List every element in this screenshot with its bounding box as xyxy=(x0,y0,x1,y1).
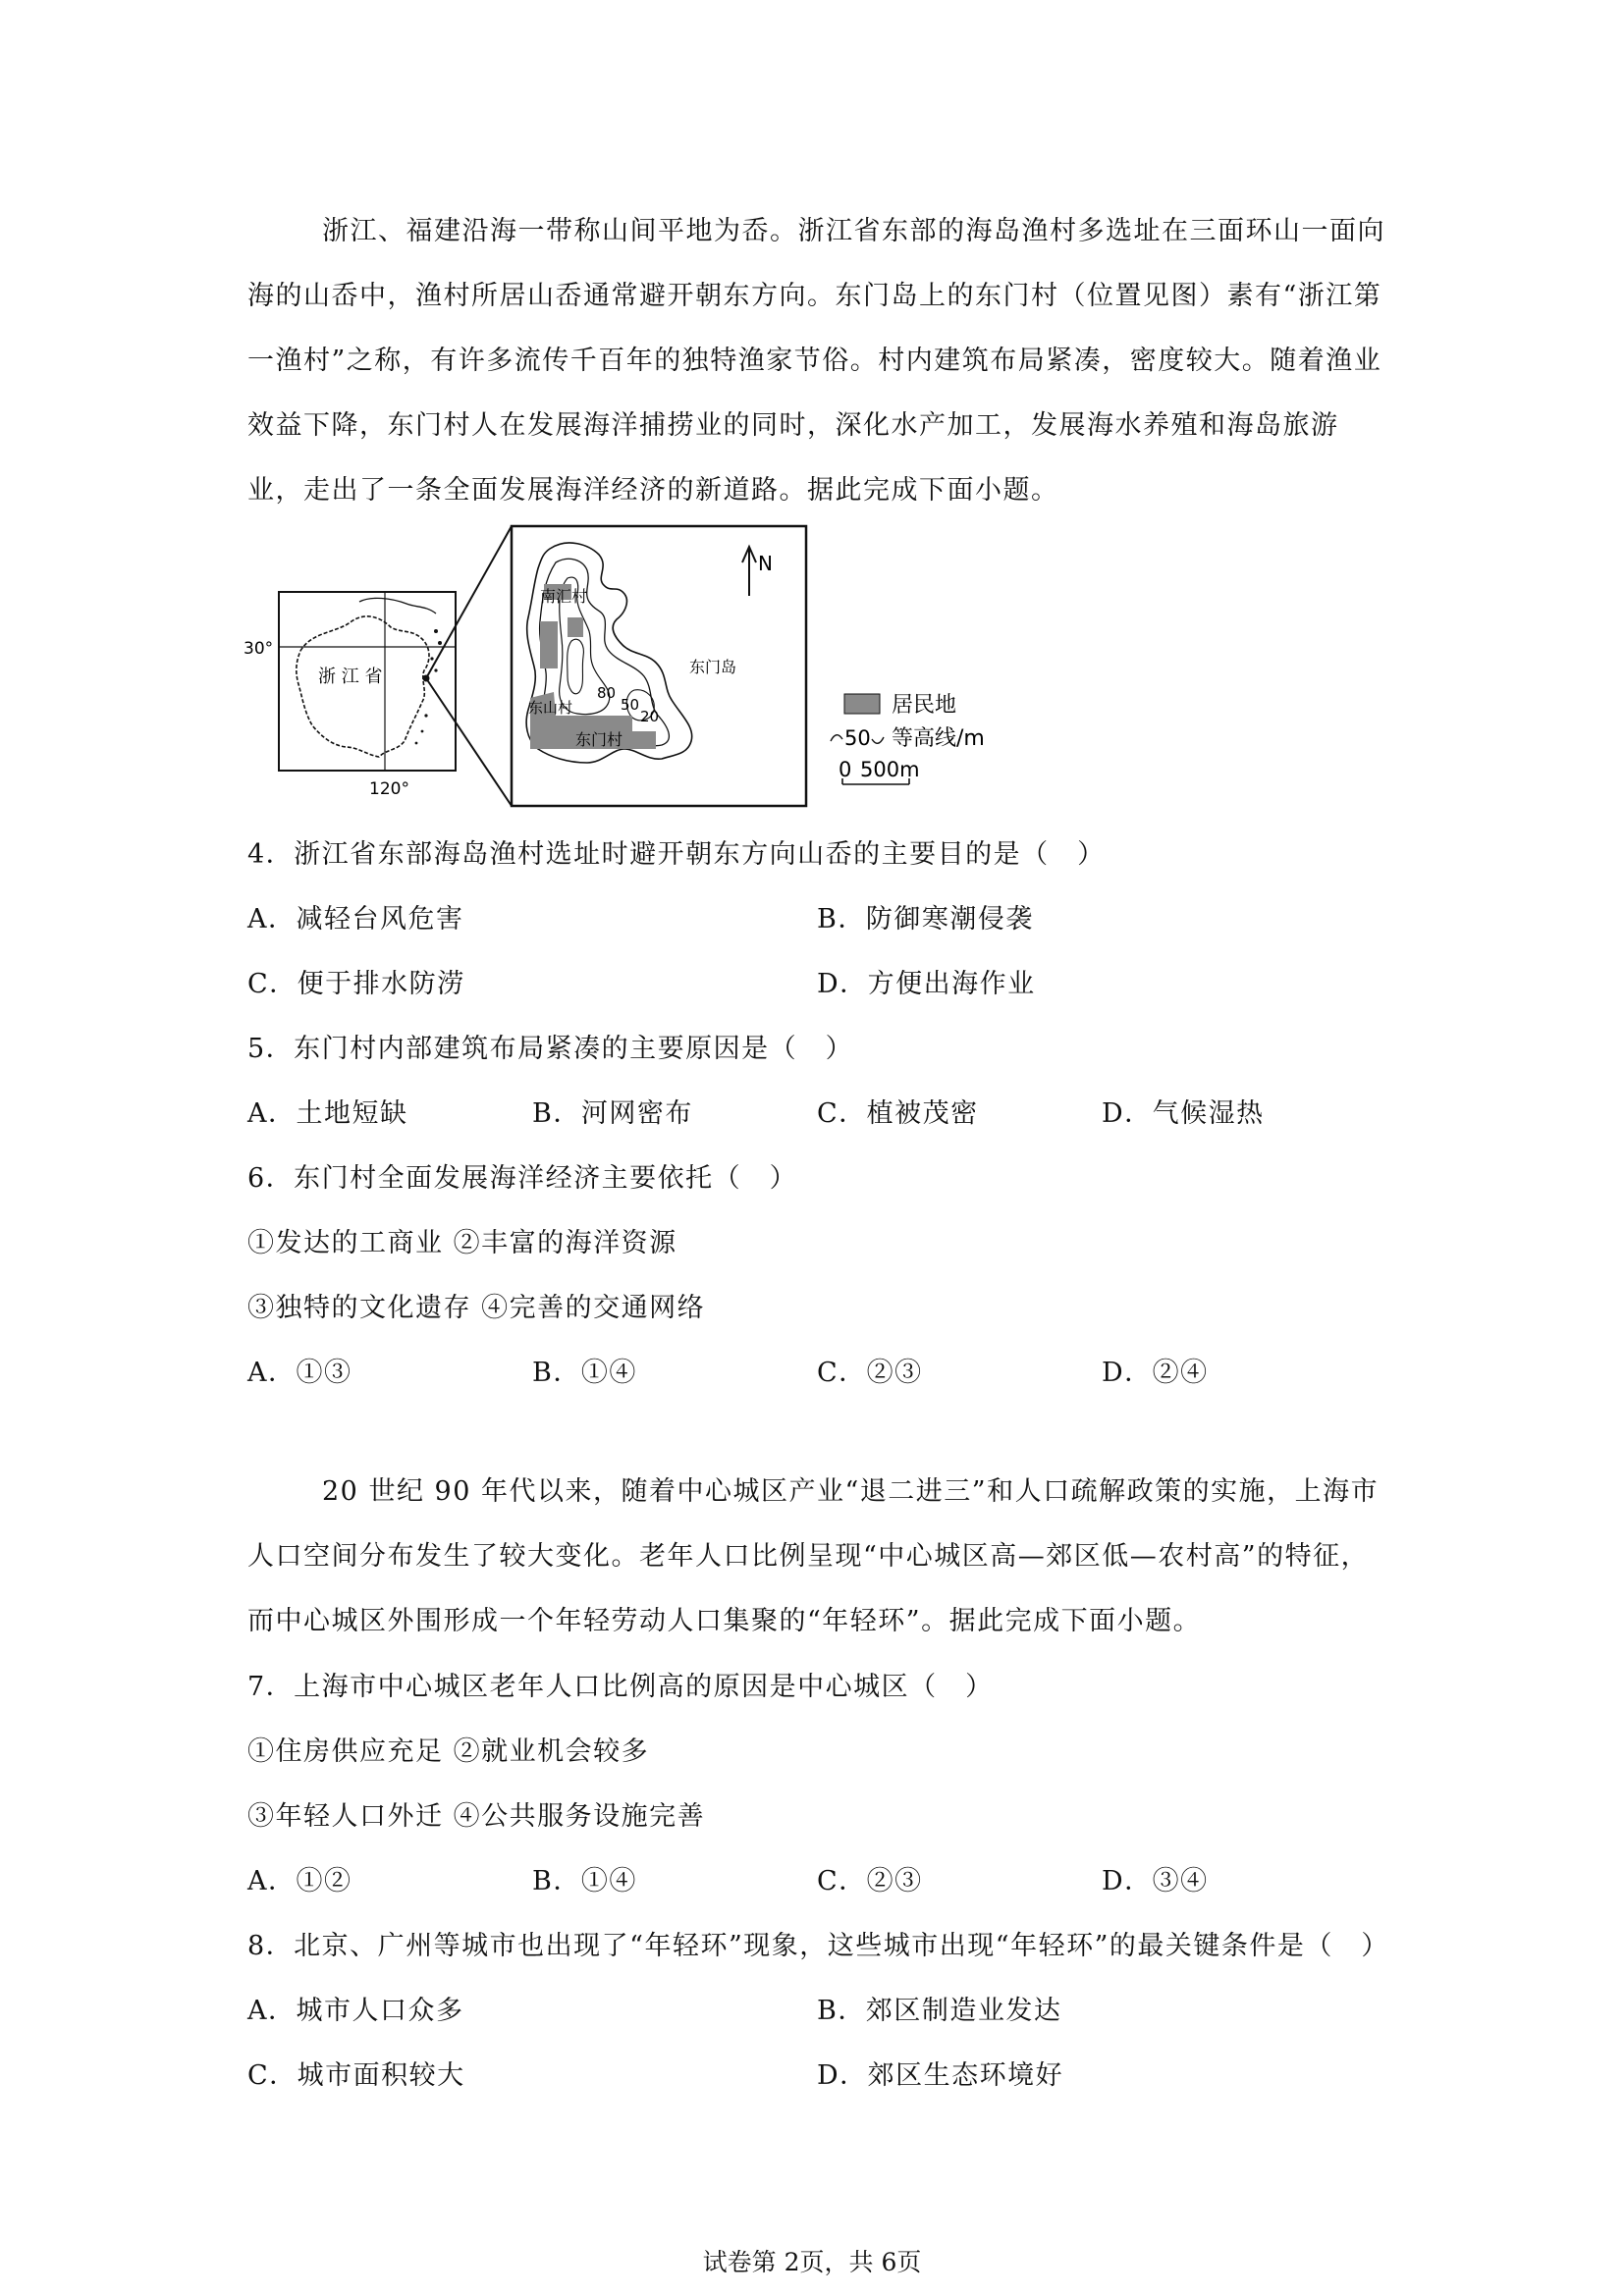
latitude-label: 30° xyxy=(244,639,274,659)
dongmen-island-map xyxy=(512,526,806,806)
settlement-nanhui-3 xyxy=(568,617,583,637)
q8-option-d[interactable]: D．郊区生态环境好 xyxy=(817,2060,1064,2091)
page-footer: 试卷第 2页，共 6页 xyxy=(702,2248,922,2276)
q7-option-b[interactable]: B．①④ xyxy=(532,1866,637,1896)
dongshan-label: 东山村 xyxy=(528,699,573,717)
legend xyxy=(831,693,985,784)
contour-label-80: 80 xyxy=(597,684,617,702)
q7-option-a[interactable]: A．①② xyxy=(247,1866,352,1896)
q8-stem: 8．北京、广州等城市也出现了“年轻环”现象，这些城市出现“年轻环”的最关键条件是（ ） xyxy=(247,1931,1389,1961)
scale-value: 500m xyxy=(860,758,920,781)
legend-settlement-swatch xyxy=(844,694,880,714)
q7-stem: 7．上海市中心城区老年人口比例高的原因是中心城区（ ） xyxy=(247,1672,994,1702)
q5-stem: 5．东门村内部建筑布局紧凑的主要原因是（ ） xyxy=(247,1034,854,1064)
island-label: 东门岛 xyxy=(689,658,737,676)
scale-zero: 0 xyxy=(839,758,852,781)
q8-option-c[interactable]: C．城市面积较大 xyxy=(247,2060,465,2091)
q7-option-d[interactable]: D．③④ xyxy=(1102,1866,1209,1896)
q4-option-d[interactable]: D．方便出海作业 xyxy=(817,969,1036,999)
legend-settlement-label: 居民地 xyxy=(892,693,957,718)
q4-option-c[interactable]: C．便于排水防涝 xyxy=(247,969,465,999)
q7-option-c[interactable]: C．②③ xyxy=(817,1866,923,1896)
q8-option-b[interactable]: B．郊区制造业发达 xyxy=(817,1996,1062,2026)
nanhui-label: 南汇村 xyxy=(540,587,588,606)
q4-option-b[interactable]: B．防御寒潮侵袭 xyxy=(817,904,1034,934)
contour-label-20: 20 xyxy=(640,708,660,725)
longitude-label: 120° xyxy=(369,779,409,799)
q7-items-2: ③年轻人口外迁 ④公共服务设施完善 xyxy=(247,1801,706,1832)
q6-option-a[interactable]: A．①③ xyxy=(247,1358,352,1388)
north-label: N xyxy=(758,552,773,575)
q5-option-b[interactable]: B．河网密布 xyxy=(532,1098,693,1129)
settlement-nanhui-2 xyxy=(540,621,558,668)
q6-option-d[interactable]: D．②④ xyxy=(1102,1358,1209,1388)
dongmen-label: 东门村 xyxy=(575,730,623,749)
province-label: 浙 江 省 xyxy=(318,667,383,687)
legend-contour-icon xyxy=(831,735,842,741)
q6-option-c[interactable]: C．②③ xyxy=(817,1358,923,1388)
passage-2: 20 世纪 90 年代以来，随着中心城区产业“退二进三”和人口疏解政策的实施，上海市人口空间分布发生了较大变化。老年人口比例呈现“中心城区高—郊区低—农村高”的特征，而中心城区外围形成一个年轻劳动人口集聚的“年轻环”。据此完成下面小题。 xyxy=(247,1476,1380,1636)
zhejiang-map xyxy=(244,592,456,799)
q6-option-b[interactable]: B．①④ xyxy=(532,1358,637,1388)
contour-label-50: 50 xyxy=(621,696,640,714)
map-svg xyxy=(244,523,1029,808)
q6-items-1: ①发达的工商业 ②丰富的海洋资源 xyxy=(247,1228,677,1258)
q6-stem: 6．东门村全面发展海洋经济主要依托（ ） xyxy=(247,1163,798,1194)
q5-option-d[interactable]: D．气候湿热 xyxy=(1102,1098,1265,1129)
map-figure xyxy=(244,523,1029,808)
legend-contour-value: 50 xyxy=(844,726,871,750)
q5-option-a[interactable]: A．土地短缺 xyxy=(247,1098,408,1129)
passage-1: 浙江、福建沿海一带称山间平地为岙。浙江省东部的海岛渔村多选址在三面环山一面向海的山岙中，渔村所居山岙通常避开朝东方向。东门岛上的东门村（位置见图）素有“浙江第一渔村”之称，有许多流传千百年的独特渔家节俗。村内建筑布局紧凑，密度较大。随着渔业效益下降，东门村人在发展海洋捕捞业的同时，深化水产加工，发展海水养殖和海岛旅游业，走出了一条全面发展海洋经济的新道路。据此完成下面小题。 xyxy=(247,216,1385,506)
q5-option-c[interactable]: C．植被茂密 xyxy=(817,1098,979,1129)
legend-contour-label: 等高线/m xyxy=(892,726,985,751)
q4-stem: 4．浙江省东部海岛渔村选址时避开朝东方向山岙的主要目的是（ ） xyxy=(247,839,1106,870)
q4-option-a[interactable]: A．减轻台风危害 xyxy=(247,904,464,934)
q7-items-1: ①住房供应充足 ②就业机会较多 xyxy=(247,1736,650,1767)
q6-items-2: ③独特的文化遗存 ④完善的交通网络 xyxy=(247,1293,706,1323)
q8-option-a[interactable]: A．城市人口众多 xyxy=(247,1996,464,2026)
